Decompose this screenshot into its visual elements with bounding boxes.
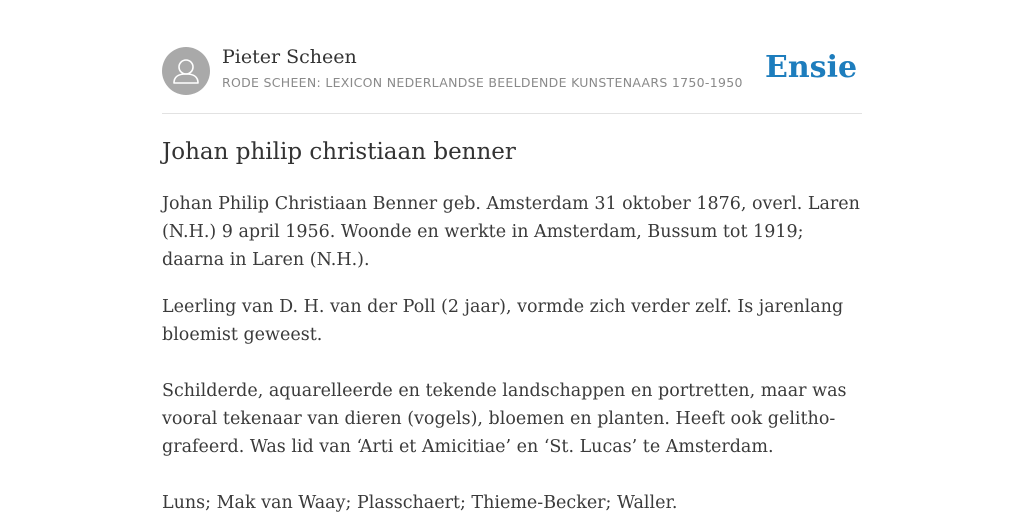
author-avatar[interactable] xyxy=(162,47,210,95)
ensie-logo[interactable]: Ensie xyxy=(765,50,858,85)
article-header xyxy=(162,0,862,114)
source-title[interactable]: RODE SCHEEN: LEXICON NEDERLANDSE BEELDENDE KUNSTENAARS 1750-1950 xyxy=(222,75,743,90)
user-icon xyxy=(162,47,210,95)
article-title: Johan philip christiaan benner xyxy=(162,139,516,165)
article-container xyxy=(162,0,862,512)
author-name[interactable]: Pieter Scheen xyxy=(222,46,357,68)
article-paragraph: Johan Philip Christiaan Benner geb. Amsterdam 31 oktober 1876, overl. Laren (N.H.) 9 april 1956. Woonde en werkte in Amsterdam, Bussum tot 1919; daarna in Laren (N.H.). xyxy=(162,194,860,270)
article-paragraph: Leerling van D. H. van der Poll (2 jaar), vormde zich verder zelf. Is jarenlang bloemist geweest. xyxy=(162,297,844,345)
article-paragraph: Luns; Mak van Waay; Plasschaert; Thieme-Becker; Waller. xyxy=(162,493,678,512)
article-paragraph: Schilderde, aquarelleerde en tekende landschappen en portretten, maar was vooral tekenaar van dieren (vogels), bloemen en planten. Heeft ook gelitho-grafeerd. Was lid van ‘Arti et Amicitiae’ en ‘St. Lucas’ te Amsterdam. xyxy=(162,381,847,457)
